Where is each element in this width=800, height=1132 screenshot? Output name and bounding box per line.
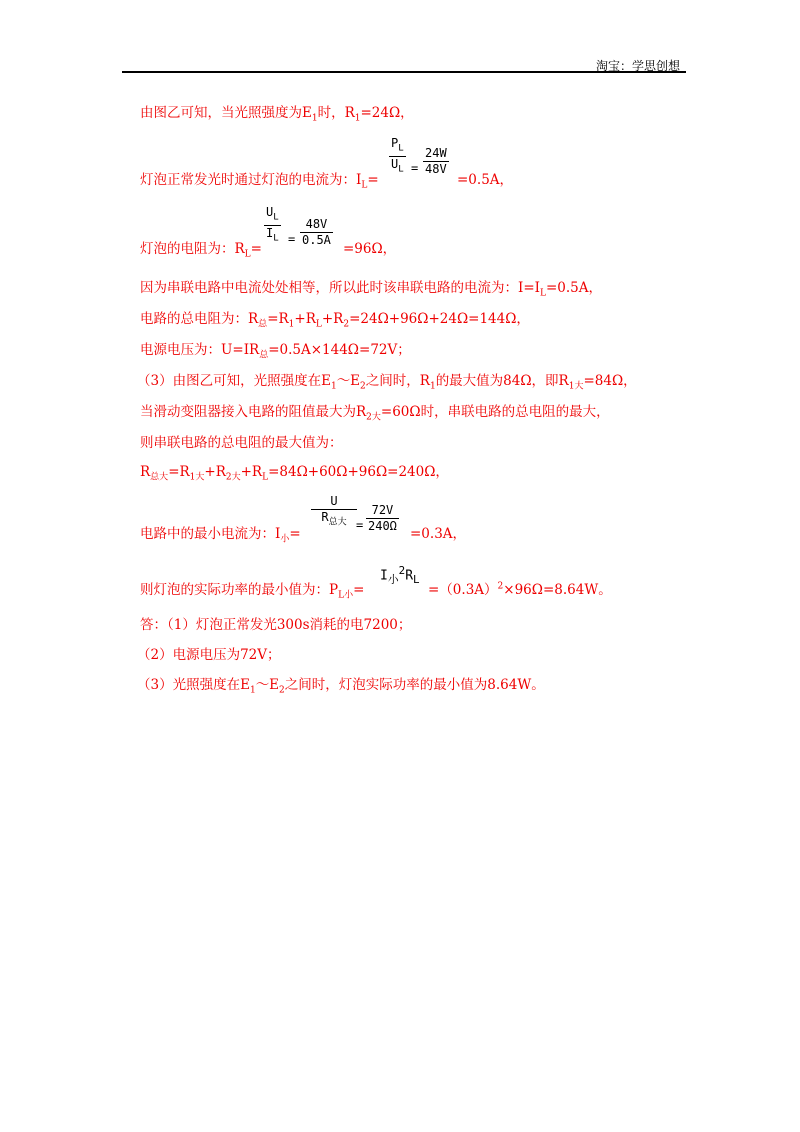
text-line-1: 由图乙可知，当光照强度为$E_1$时，$R_1=24\Omega$，: [140, 105, 414, 124]
text-line-7: （3）由图乙可知，光照强度在$E_1\sim E_2$之间时，$R_1$的最大值为84Ω，即$R_{1大}=84\Omega$，: [137, 373, 637, 392]
text-line-3: 灯泡的电阻为：$R_L=$: [140, 241, 262, 260]
text-line-8: 当滑动变阻器接入电路的阻值最大为$R_{2大}=60\Omega$时，串联电路的总电阻的最大，: [140, 404, 610, 423]
text-line-2: 灯泡正常发光时通过灯泡的电流为：$I_L=$: [140, 172, 379, 191]
text-line-11-end: =0.3A，: [410, 526, 467, 542]
text-line-12-end: $=(0.3A)^2\times 96\Omega=8.64W$。: [428, 581, 612, 598]
text-line-6: 电源电压为：$U=IR_总=0.5A\times 144\Omega=72V$；: [140, 342, 411, 361]
text-line-12: 则灯泡的实际功率的最小值为：$P_{L小}=$: [140, 582, 365, 601]
page-header: 淘宝：学思创想: [595, 59, 680, 73]
text-line-4: 因为串联电路中电流处处相等，所以此时该串联电路的电流为：$I=I_L=0.5A$，: [140, 280, 602, 299]
answer-line-3: （3）光照强度在$E_1\sim E_2$之间时，灯泡实际功率的最小值为8.64W。: [137, 677, 545, 696]
header-rule: [122, 71, 686, 73]
text-line-3-end: =96Ω，: [343, 241, 397, 257]
formula-i-min-squared-rl: $I_小^2R_L$: [380, 564, 420, 586]
formula-ul-over-il: $\frac{U_L}{I_L}$: [264, 205, 281, 247]
formula-72v-over-240ohm: $\frac{72V}{240\Omega}$: [368, 503, 397, 533]
answer-line-1: 答：（1）灯泡正常发光300s消耗的电7200；: [140, 617, 412, 633]
formula-equals-2: =: [288, 232, 296, 246]
text-line-5: 电路的总电阻为：$R_总=R_1+R_L+R_2=24\Omega+96\Omega+24\Omega=144\Omega$，: [140, 311, 530, 330]
text-line-10: $R_{总大}=R_{1大}+R_{2大}+R_L=84\Omega+60\Omega+96\Omega=240\Omega$，: [140, 464, 449, 483]
text-line-11: 电路中的最小电流为：$I_小=$: [140, 526, 301, 545]
text-line-9: 则串联电路的总电阻的最大值为：: [140, 435, 343, 451]
formula-equals-1: =: [411, 161, 419, 175]
formula-24w-over-48v: $\frac{24W}{48V}$: [425, 146, 447, 176]
text-line-2-end: =0.5A，: [457, 172, 514, 188]
formula-pl-over-ul: $\frac{P_L}{U_L}$: [389, 136, 406, 178]
answer-line-2: （2）电源电压为72V；: [137, 647, 281, 663]
formula-equals-3: =: [356, 518, 364, 532]
formula-48v-over-05a: $\frac{48V}{0.5A}$: [302, 217, 331, 247]
formula-u-over-r-total-max: U $R_{总大}$: [311, 494, 357, 530]
